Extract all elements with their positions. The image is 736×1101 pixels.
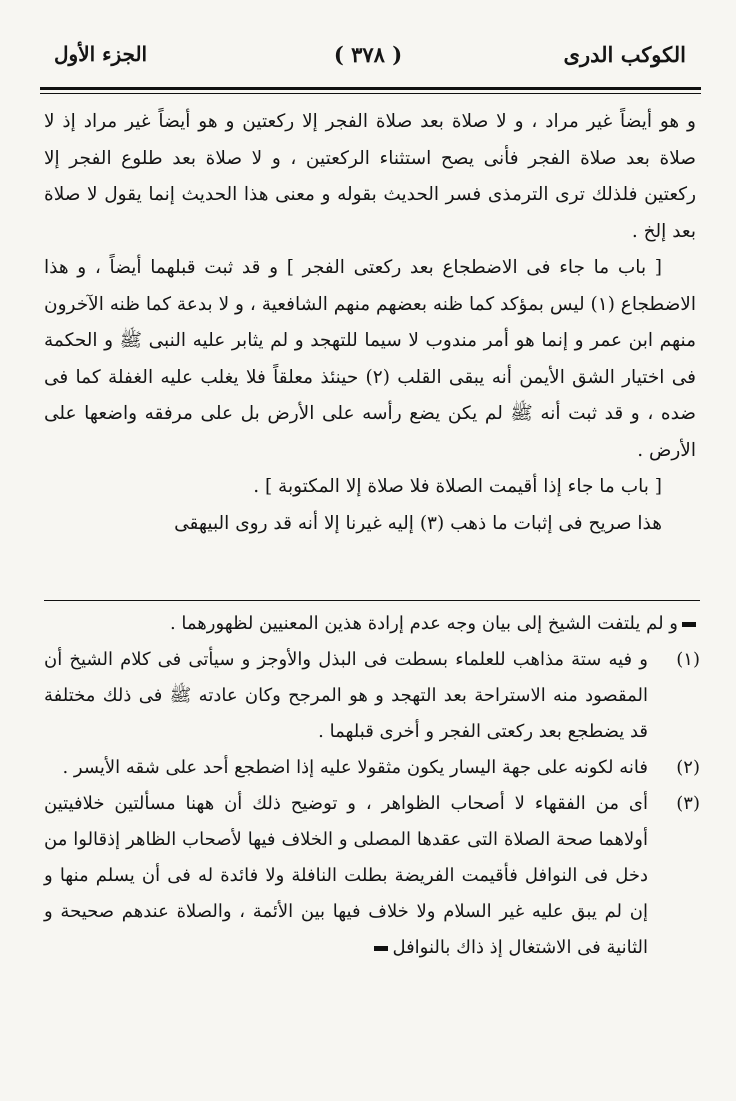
- header-rule-thick: [40, 87, 701, 90]
- footnote-text: فانه لكونه على جهة اليسار يكون مثقولا عليه إذا اضطجع أحد على شقه الأيسر .: [62, 757, 648, 778]
- footnote-number: (٣): [676, 793, 700, 814]
- main-paragraph: و هو أيضاً غير مراد ، و لا صلاة بعد صلاة الفجر إلا ركعتين و هو أيضاً غير مراد إذ لا صلاة بعد صلاة الفجر فأنى يصح استثناء الركعتين ، و لا صلاة بعد طلوع الفجر إلا ركعتين فلذلك ترى الترمذى فسر الحديث بقوله و معنى هذا الحديث إنما يقول لا صلاة بعد إلخ .: [44, 111, 696, 242]
- footnotes: [44, 606, 700, 966]
- footnote-carryover: [44, 606, 700, 642]
- footnote-1: [44, 642, 700, 750]
- footnote-text: أى من الفقهاء لا أصحاب الظواهر ، و توضيح ذلك أن ههنا مسألتين خلافيتين أولاهما صحة الصلاة التى عقدها المصلى و الخلاف فيها لأصحاب الظاهر إذقالوا من دخل فى النوافل فأقيمت الفريضة بطلت النافلة ولا فائدة له فى أن يسلم منها و إن لم يبق عليه غير السلام ولا خلاف فيها بين الأئمة ، والصلاة عندهم صحيحة و الثانية فى الاشتغال إذ ذاك بالنوافل: [44, 793, 648, 958]
- dash-mark: [682, 622, 696, 627]
- footnote-number: (٢): [676, 757, 700, 778]
- footnote-number: (١): [676, 649, 700, 670]
- dash-mark: [374, 946, 388, 951]
- footnote-text: و فيه ستة مذاهب للعلماء بسطت فى البذل والأوجز و سيأتى فى كلام الشيخ أن المقصود منه الاستراحة بعد التهجد و هو المرجح وكان عادته ﷺ فى ذلك مختلفة قد يضطجع بعد ركعتى الفجر و أخرى قبلهما .: [44, 649, 648, 742]
- chapter-paragraph-lying-down: [ باب ما جاء فى الاضطجاع بعد ركعتى الفجر ] و قد ثبت قبلهما أيضاً ، و هذا الاضطجاع (١) ليس بمؤكد كما ظنه بعضهم منهم الشافعية ، و لا بدعة كما ظنه الآخرون منهم ابن عمر و إنما هو أمر مندوب لا سيما للتهجد و لم يثابر عليه النبى ﷺ و الحكمة فى اختيار الشق الأيمن أنه يبقى القلب (٢) حينئذ معلقاً فلا يغلب عليه الغفلة كما فى ضده ، و قد ثبت أنه ﷺ لم يكن يضع رأسه على الأرض بل على مرفقه واضعها على الأرض .: [44, 257, 696, 461]
- footnote-carryover-text: و لم يلتفت الشيخ إلى بيان وجه عدم إرادة هذين المعنيين لظهورهما .: [169, 613, 678, 634]
- main-text: [44, 104, 696, 542]
- page-header: [40, 38, 696, 78]
- book-title: الكوكب الدرى: [563, 42, 686, 67]
- footnote-2: [44, 750, 700, 786]
- header-rule-thin: [40, 93, 701, 94]
- footnote-3: [44, 786, 700, 966]
- footnote-separator: [44, 600, 700, 601]
- volume-label: الجزء الأول: [54, 42, 148, 66]
- chapter-heading-prayer-established: [ باب ما جاء إذا أقيمت الصلاة فلا صلاة إلا المكتوبة ] .: [253, 476, 662, 497]
- main-paragraph-last: هذا صريح فى إثبات ما ذهب (٣) إليه غيرنا إلا أنه قد روى البيهقى: [174, 512, 662, 534]
- footnote-text-wrap: [44, 786, 648, 966]
- page-number: ( ٣٧٨ ): [333, 42, 403, 67]
